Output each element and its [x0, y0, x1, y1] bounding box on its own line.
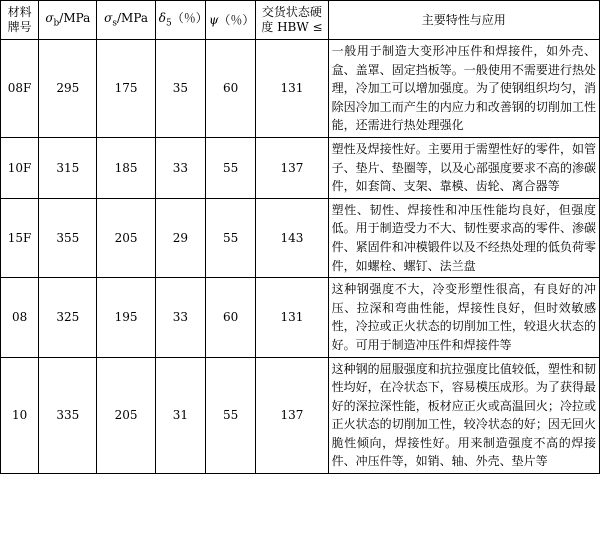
cell-hardness: 131 [256, 40, 328, 138]
cell-elongation: 33 [155, 137, 205, 198]
cell-grade: 10F [1, 137, 39, 198]
cell-reduction: 60 [206, 278, 256, 357]
cell-yield: 175 [97, 40, 155, 138]
cell-elongation: 31 [155, 357, 205, 474]
cell-description: 塑性及焊接性好。主要用于需塑性好的零件，如管子、垫片、垫圈等，以及心部强度要求不高的渗碳件，如套筒、支架、靠模、齿轮、离合器等 [328, 137, 599, 198]
cell-reduction: 55 [206, 198, 256, 277]
column-header-description: 主要特性与应用 [328, 1, 599, 40]
cell-yield: 195 [97, 278, 155, 357]
table-row [1, 137, 600, 198]
cell-elongation: 29 [155, 198, 205, 277]
elongation-subscript: 5 [165, 18, 172, 29]
cell-description: 这种钢的屈服强度和抗拉强度比值较低，塑性和韧性均好，在冷状态下，容易模压成形。为了获得最好的深拉深性能，板材应正火或高温回火；冷拉或正火状态的切削加工性，较冷状态的好；因无回火脆性倾向，焊接性好。用来制造强度不高的焊接件、冲压件等，如销、轴、外壳、垫片等 [328, 357, 599, 474]
cell-grade: 15F [1, 198, 39, 277]
hardness-line1: 交货状态硬 [261, 5, 322, 19]
yield-symbol: σ [104, 10, 113, 25]
tensile-unit: /MPa [59, 10, 91, 25]
cell-tensile: 325 [39, 278, 97, 357]
cell-elongation: 35 [155, 40, 205, 138]
table-body [1, 40, 600, 474]
cell-yield: 205 [97, 357, 155, 474]
cell-grade: 08 [1, 278, 39, 357]
tensile-subscript: b [53, 18, 60, 29]
cell-yield: 205 [97, 198, 155, 277]
table-row [1, 278, 600, 357]
column-header-tensile-strength [39, 1, 97, 40]
header-row [1, 1, 600, 40]
yield-unit: /MPa [117, 10, 149, 25]
cell-grade: 08F [1, 40, 39, 138]
cell-yield: 185 [97, 137, 155, 198]
cell-hardness: 137 [256, 357, 328, 474]
reduction-symbol: ψ [209, 12, 219, 27]
table-header [1, 1, 600, 40]
cell-reduction: 55 [206, 137, 256, 198]
table-row [1, 357, 600, 474]
column-header-grade [1, 1, 39, 40]
cell-description: 一般用于制造大变形冲压件和焊接件，如外壳、盒、盖罩、固定挡板等。一般使用不需要进行热处理，冷加工可以增加强度。为了使钢组织均匀，消除因冷加工而产生的内应力和改善钢的切削加工性能，还需进行热处理强化 [328, 40, 599, 138]
column-header-grade-line1: 材料 [7, 5, 32, 19]
table-row [1, 40, 600, 138]
table-row [1, 198, 600, 277]
elongation-unit: （％） [171, 10, 208, 25]
column-header-yield-strength [97, 1, 155, 40]
tensile-symbol: σ [45, 10, 54, 25]
cell-tensile: 355 [39, 198, 97, 277]
column-header-hardness [256, 1, 328, 40]
cell-tensile: 295 [39, 40, 97, 138]
cell-tensile: 335 [39, 357, 97, 474]
yield-subscript: s [112, 18, 117, 29]
cell-reduction: 60 [206, 40, 256, 138]
cell-description: 这种钢强度不大，冷变形塑性很高，有良好的冲压、拉深和弯曲性能，焊接性良好，但时效敏感性，冷拉或正火状态的切削加工性，较退火状态的好。可用于制造冲压件和焊接件等 [328, 278, 599, 357]
hardness-line2: 度 HBW ≤ [261, 20, 323, 34]
cell-reduction: 55 [206, 357, 256, 474]
cell-hardness: 131 [256, 278, 328, 357]
cell-grade: 10 [1, 357, 39, 474]
cell-hardness: 143 [256, 198, 328, 277]
column-header-elongation [155, 1, 208, 40]
cell-tensile: 315 [39, 137, 97, 198]
column-header-grade-line2: 牌号 [7, 20, 32, 34]
cell-hardness: 137 [256, 137, 328, 198]
reduction-unit: （％） [218, 12, 255, 27]
column-header-reduction-of-area [206, 1, 256, 40]
elongation-symbol: δ [158, 10, 166, 25]
cell-description: 塑性、韧性、焊接性和冲压性能均良好，但强度低。用于制造受力不大、韧性要求高的零件、渗碳件、紧固件和冲模锻件以及不经热处理的低负荷零件，如螺栓、螺钉、法兰盘 [328, 198, 599, 277]
cell-elongation: 33 [155, 278, 205, 357]
